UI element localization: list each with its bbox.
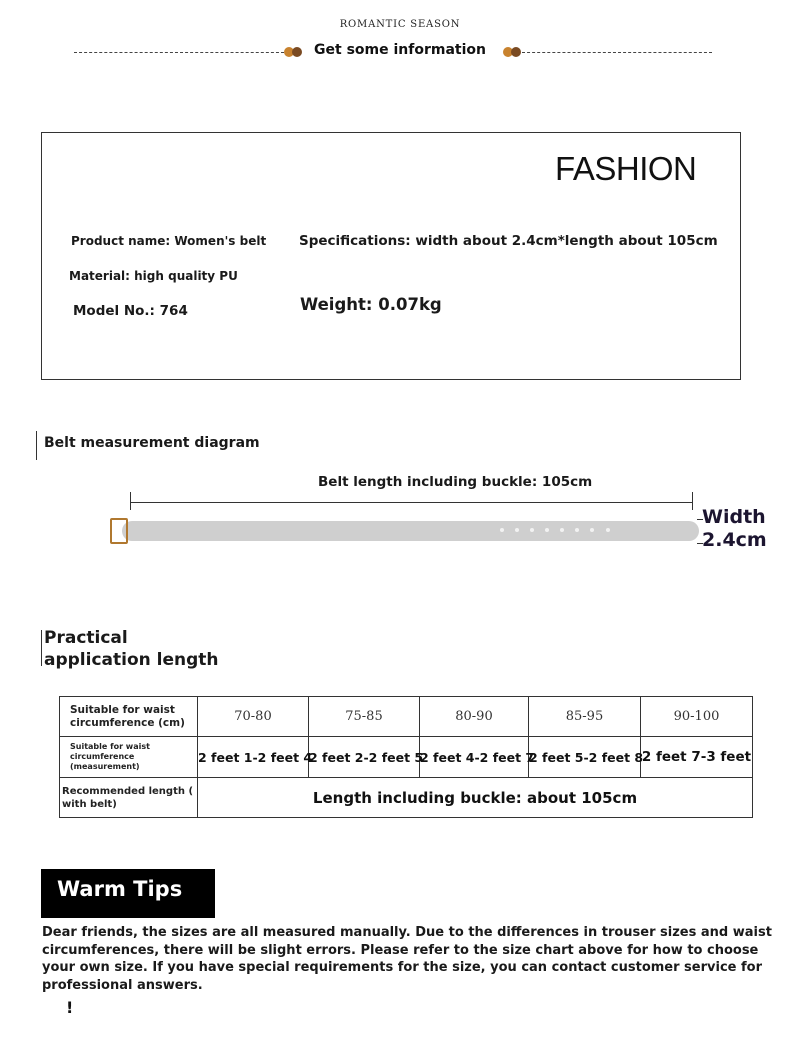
belt-hole — [515, 528, 519, 532]
waist-cm-cell: 70-80 — [198, 697, 309, 737]
belt-hole — [606, 528, 610, 532]
application-section-title — [44, 627, 219, 671]
length-tick-left — [130, 492, 131, 510]
belt-hole — [545, 528, 549, 532]
application-title-line2: application length — [44, 650, 219, 670]
waist-cm-cell: 90-100 — [641, 697, 753, 737]
belt-hole — [500, 528, 504, 532]
row-header: Suitable for waist circumference (measurement) — [60, 737, 198, 778]
waist-cm-cell: 80-90 — [420, 697, 529, 737]
row-header: Recommended length ( with belt) — [60, 778, 198, 818]
width-label-line2: 2.4cm — [702, 529, 767, 551]
header-dot-icon — [511, 47, 521, 57]
length-dimension-line — [131, 502, 692, 503]
belt-strap — [122, 521, 699, 541]
belt-width-label — [702, 506, 767, 552]
header-divider-left — [74, 52, 284, 53]
waist-feet-cell: 2 feet 5-2 feet 8 — [529, 737, 641, 778]
waist-feet-cell: 2 feet 4-2 feet 7 — [420, 737, 529, 778]
product-specifications: Specifications: width about 2.4cm*length about 105cm — [299, 233, 718, 249]
waist-feet-cell: 2 feet 7-3 feet — [641, 737, 753, 778]
product-name: Product name: Women's belt — [71, 234, 267, 248]
length-tick-right — [692, 492, 693, 510]
belt-hole — [530, 528, 534, 532]
header-title: Get some information — [314, 42, 486, 58]
table-row — [60, 697, 753, 737]
header-divider-right — [522, 52, 712, 53]
belt-hole — [560, 528, 564, 532]
product-weight: Weight: 0.07kg — [300, 295, 442, 314]
belt-length-label: Belt length including buckle: 105cm — [318, 474, 593, 490]
waist-cm-cell: 75-85 — [309, 697, 420, 737]
belt-hole — [575, 528, 579, 532]
recommended-length-cell: Length including buckle: about 105cm — [198, 778, 753, 818]
application-title-line1: Practical — [44, 628, 128, 648]
belt-buckle-icon — [110, 518, 128, 544]
table-row — [60, 737, 753, 778]
waist-feet-cell: 2 feet 1-2 feet 4 — [198, 737, 309, 778]
waist-cm-cell: 85-95 — [529, 697, 641, 737]
exclamation-mark: ! — [66, 998, 74, 1017]
table-row — [60, 778, 753, 818]
fashion-label: FASHION — [555, 150, 697, 187]
header-dot-icon — [292, 47, 302, 57]
section-marker — [41, 630, 42, 666]
belt-hole — [590, 528, 594, 532]
row-header: Suitable for waist circumference (cm) — [60, 697, 198, 737]
product-material: Material: high quality PU — [69, 269, 238, 283]
brand-name: ROMANTIC SEASON — [339, 19, 461, 30]
measurement-section-title: Belt measurement diagram — [44, 435, 260, 451]
size-table — [59, 696, 753, 818]
warm-tips-text: Dear friends, the sizes are all measured manually. Due to the differences in trouser sizes and waist circumferences, there will be slight errors. Please refer to the size chart above for how to choose your own size. If you have special requirements for the size, you can contact customer service for professional answers. — [42, 925, 772, 993]
width-label-line1: Width — [702, 506, 766, 528]
waist-feet-cell: 2 feet 2-2 feet 5 — [309, 737, 420, 778]
product-model-no: Model No.: 764 — [73, 303, 188, 319]
warm-tips-title: Warm Tips — [57, 877, 183, 901]
section-marker — [36, 431, 37, 460]
